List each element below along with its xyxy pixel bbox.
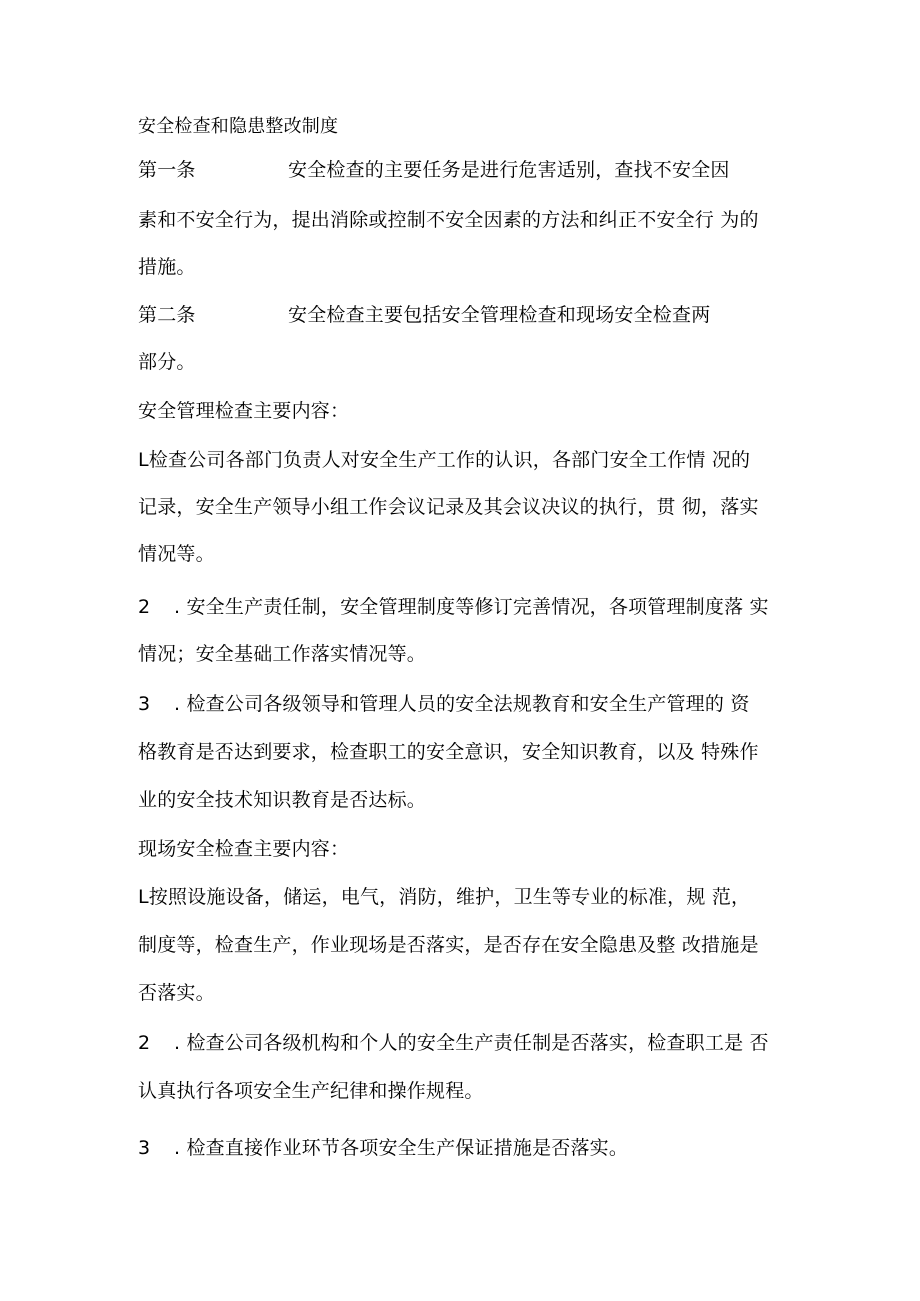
site-item-1-line-1: L按照设施设备，储运，电气，消防，维护，卫生等专业的标准，规 范， (138, 886, 751, 908)
site-item-3-line-1 (138, 1135, 628, 1161)
site-item-2-line-2: 认真执行各项安全生产纪律和操作规程。 (138, 1080, 484, 1102)
site-item-3-text: . 检查直接作业环节各项安全生产保证措施是否落实。 (174, 1137, 629, 1159)
article-2-text: 安全检查主要包括安全管理检查和现场安全检查两 (288, 304, 711, 326)
article-1-line-1 (138, 157, 730, 183)
mgmt-item-2-line-1 (138, 594, 769, 620)
article-2-line-1 (138, 302, 710, 328)
mgmt-item-3-line-3: 业的安全技术知识教育是否达标。 (138, 789, 427, 811)
article-2-line-2: 部分。 (138, 351, 196, 373)
mgmt-item-1-line-1: L检查公司各部门负责人对安全生产工作的认识，各部门安全工作情 况的 (138, 449, 751, 471)
site-item-1-line-3: 否落实。 (138, 982, 215, 1004)
site-item-2-line-1 (138, 1030, 769, 1056)
article-2-label: 第二条 (138, 304, 196, 326)
site-item-2-text: . 检查公司各级机构和个人的安全生产责任制是否落实，检查职工是 否 (174, 1032, 769, 1054)
site-item-1-line-2: 制度等，检查生产，作业现场是否落实，是否存在安全隐患及整 改措施是 (138, 934, 759, 956)
mgmt-item-3-text: . 检查公司各级领导和管理人员的安全法规教育和安全生产管理的 资 (174, 693, 750, 715)
site-item-2-number: 2 (138, 1032, 151, 1054)
mgmt-heading: 安全管理检查主要内容： (138, 400, 350, 422)
mgmt-item-1-line-3: 情况等。 (138, 543, 215, 565)
mgmt-item-1-line-2: 记录，安全生产领导小组工作会议记录及其会议决议的执行，贯 彻，落实 (138, 496, 759, 518)
article-1-label: 第一条 (138, 159, 196, 181)
mgmt-item-2-line-2: 情况；安全基础工作落实情况等。 (138, 643, 427, 665)
mgmt-item-3-line-2: 格教育是否达到要求，检查职工的安全意识，安全知识教育，以及 特殊作 (138, 741, 759, 763)
mgmt-item-3-line-1 (138, 691, 750, 717)
article-1-line-2: 素和不安全行为，提出消除或控制不安全因素的方法和纠正不安全行 为的 (138, 209, 759, 231)
article-1-text: 安全检查的主要任务是进行危害适别，查找不安全因 (288, 159, 730, 181)
mgmt-item-2-number: 2 (138, 596, 151, 618)
mgmt-item-3-number: 3 (138, 693, 151, 715)
page-title: 安全检查和隐患整改制度 (138, 116, 339, 137)
site-item-3-number: 3 (138, 1137, 151, 1159)
article-1-line-3: 措施。 (138, 256, 196, 278)
site-heading: 现场安全检查主要内容： (138, 838, 350, 860)
mgmt-item-2-text: . 安全生产责任制，安全管理制度等修订完善情况，各项管理制度落 实 (174, 596, 769, 618)
